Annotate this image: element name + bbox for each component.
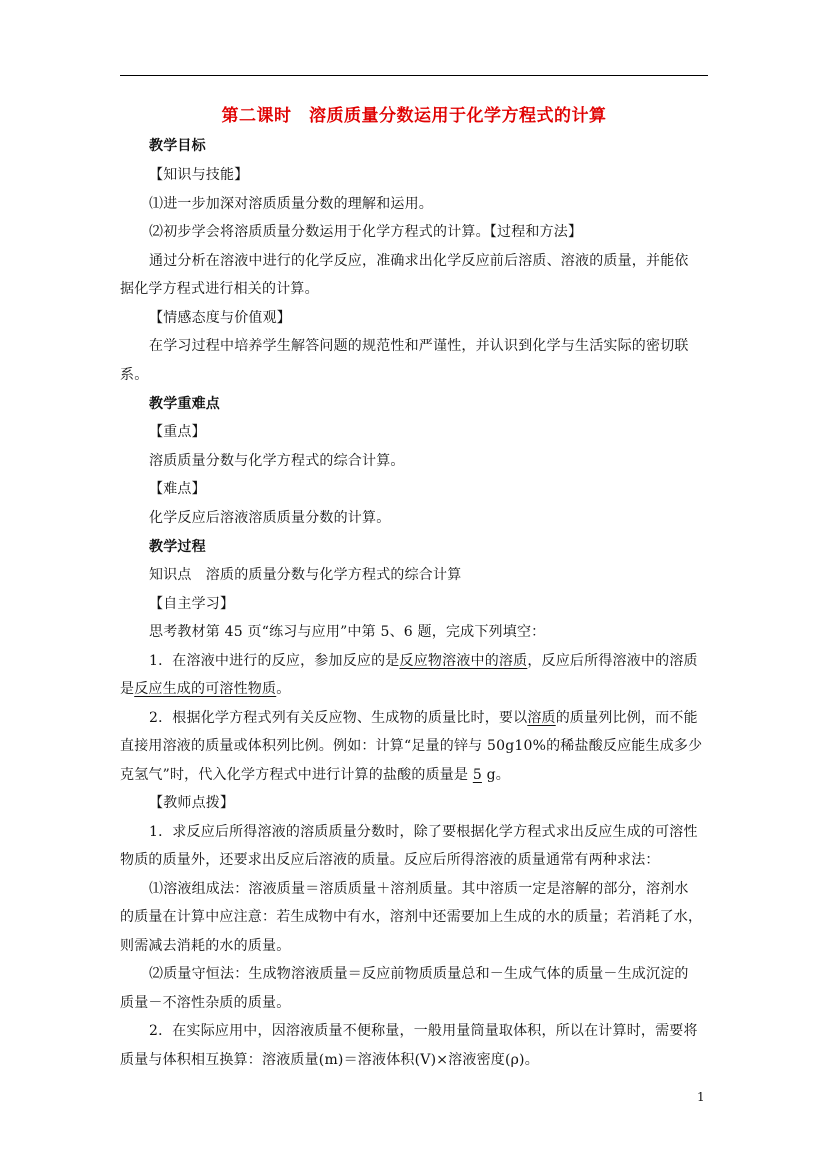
text-line: 直接用溶液的质量或体积列比例。例如：计算“足量的锌与 50g10%的稀盐酸反应能生成多少 xyxy=(120,738,703,754)
fill-in-answer: 反应物溶液中的溶质 xyxy=(399,653,528,669)
text-line: 在学习过程中培养学生解答问题的规范性和严谨性，并认识到化学与生活实际的密切联 xyxy=(149,338,689,354)
text-line: 质量与体积相互换算：溶液质量(m)＝溶液体积(V)×溶液密度(ρ)。 xyxy=(120,1052,539,1068)
text-segment: 2．根据化学方程式列有关反应物、生成物的质量比时，要以 xyxy=(149,710,528,726)
text-segment: 克氢气”时，代入化学方程式中进行计算的盐酸的质量是 xyxy=(120,767,473,783)
text-line xyxy=(120,765,708,785)
text-line: 【自主学习】 xyxy=(149,596,235,612)
heading-teaching-goals: 教学目标 xyxy=(149,138,206,154)
text-line: 据化学方程式进行相关的计算。 xyxy=(120,281,319,297)
text-line: 通过分析在溶液中进行的化学反应，准确求出化学反应前后溶质、溶液的质量，并能依 xyxy=(149,253,689,269)
text-line: ⑴溶液组成法：溶液质量＝溶质质量＋溶剂质量。其中溶质一定是溶解的部分，溶剂水 xyxy=(149,881,689,897)
header-rule xyxy=(120,75,708,76)
text-segment: 1．在溶液中进行的反应，参加反应的是 xyxy=(149,653,400,669)
text-line: 化学反应后溶液溶质质量分数的计算。 xyxy=(149,510,391,526)
text-line: 质量－不溶性杂质的质量。 xyxy=(120,995,291,1011)
fill-in-answer: 5 xyxy=(472,767,482,783)
fill-in-answer: 反应生成的可溶性物质 xyxy=(134,681,277,697)
text-segment: 的质量列比例，而不能 xyxy=(555,710,698,726)
text-line: 思考教材第 45 页“练习与应用”中第 5、6 题，完成下列填空： xyxy=(149,624,546,640)
text-line: 系。 xyxy=(120,367,149,383)
text-line: 【情感态度与价值观】 xyxy=(149,310,291,326)
text-line: 则需减去消耗的水的质量。 xyxy=(120,938,291,954)
text-line: 物质的质量外，还要求出反应后溶液的质量。反应后所得溶液的质量通常有两种求法： xyxy=(120,852,660,868)
text-line: ⑴进一步加深对溶质质量分数的理解和运用。 xyxy=(149,196,433,212)
text-line xyxy=(120,679,708,699)
text-line: 知识点 溶质的质量分数与化学方程式的综合计算 xyxy=(149,567,462,583)
page-number: 1 xyxy=(697,1090,705,1104)
text-line xyxy=(120,651,737,671)
text-line: ⑵质量守恒法：生成物溶液质量＝反应前物质质量总和－生成气体的质量－生成沉淀的 xyxy=(149,966,689,982)
text-segment: 是 xyxy=(120,681,135,697)
text-line: 【难点】 xyxy=(149,481,206,497)
text-line xyxy=(120,708,737,728)
text-line: ⑵初步学会将溶质质量分数运用于化学方程式的计算。【过程和方法】 xyxy=(149,224,583,240)
page-title: 第二课时 溶质质量分数运用于化学方程式的计算 xyxy=(221,106,607,126)
text-segment: ，反应后所得溶液中的溶质 xyxy=(527,653,698,669)
text-line: 1．求反应后所得溶液的溶质质量分数时，除了要根据化学方程式求出反应生成的可溶性 xyxy=(149,824,698,840)
heading-teaching-process: 教学过程 xyxy=(149,539,206,555)
fill-in-answer: 溶质 xyxy=(527,710,556,726)
text-line: 【教师点拨】 xyxy=(149,795,235,811)
text-line: 【重点】 xyxy=(149,424,206,440)
text-line: 的质量在计算中应注意：若生成物中有水，溶剂中还需要加上生成的水的质量；若消耗了水， xyxy=(120,909,703,925)
text-segment: 。 xyxy=(276,681,291,697)
text-line: 【知识与技能】 xyxy=(149,167,249,183)
text-line: 溶质质量分数与化学方程式的综合计算。 xyxy=(149,453,405,469)
text-line: 2．在实际应用中，因溶液质量不便称量，一般用量筒量取体积，所以在计算时，需要将 xyxy=(149,1023,698,1039)
text-segment: g。 xyxy=(481,767,510,783)
heading-key-points: 教学重难点 xyxy=(149,396,220,412)
